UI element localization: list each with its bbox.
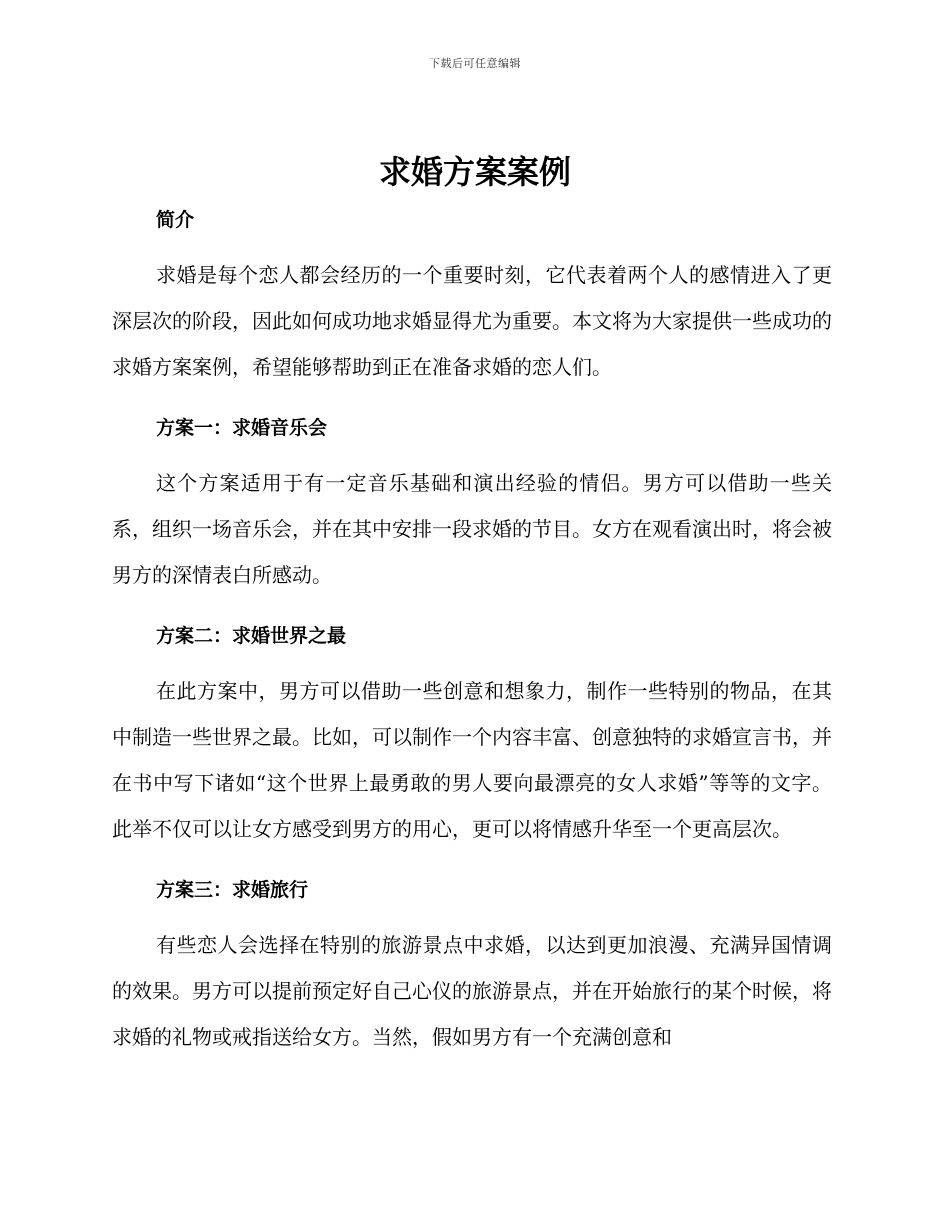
section-paragraph-plan-1: 这个方案适用于有一定音乐基础和演出经验的情侣。男方可以借助一些关系，组织一场音乐会，并在其中安排一段求婚的节目。女方在观看演出时，将会被男方的深情表白所感动。 bbox=[112, 471, 832, 587]
section-paragraph-plan-2: 在此方案中，男方可以借助一些创意和想象力，制作一些特别的物品，在其中制造一些世界之最。比如，可以制作一个内容丰富、创意独特的求婚宣言书，并在书中写下诸如“这个世界上最勇敢的男人要向最漂亮的女人求婚”等等的文字。此举不仅可以让女方感受到男方的用心，更可以将情感升华至一个更高层次。 bbox=[112, 679, 832, 841]
section-paragraph-plan-3: 有些恋人会选择在特别的旅游景点中求婚，以达到更加浪漫、充满异国情调的效果。男方可以提前预定好自己心仪的旅游景点，并在开始旅行的某个时候，将求婚的礼物或戒指送给女方。当然，假如男方有一个充满创意和 bbox=[112, 933, 832, 1049]
header-note: 下载后可任意编辑 bbox=[429, 57, 521, 70]
section-heading-plan-1: 方案一：求婚音乐会 bbox=[156, 417, 328, 439]
section-heading-intro: 简介 bbox=[156, 209, 195, 231]
section-heading-plan-2: 方案二：求婚世界之最 bbox=[156, 625, 347, 647]
document-body bbox=[112, 200, 832, 1060]
section-paragraph-intro: 求婚是每个恋人都会经历的一个重要时刻，它代表着两个人的感情进入了更深层次的阶段，因此如何成功地求婚显得尤为重要。本文将为大家提供一些成功的求婚方案案例，希望能够帮助到正在准备求婚的恋人们。 bbox=[112, 263, 832, 379]
section-heading-plan-3: 方案三：求婚旅行 bbox=[156, 879, 309, 901]
document-title: 求婚方案案例 bbox=[378, 153, 571, 191]
